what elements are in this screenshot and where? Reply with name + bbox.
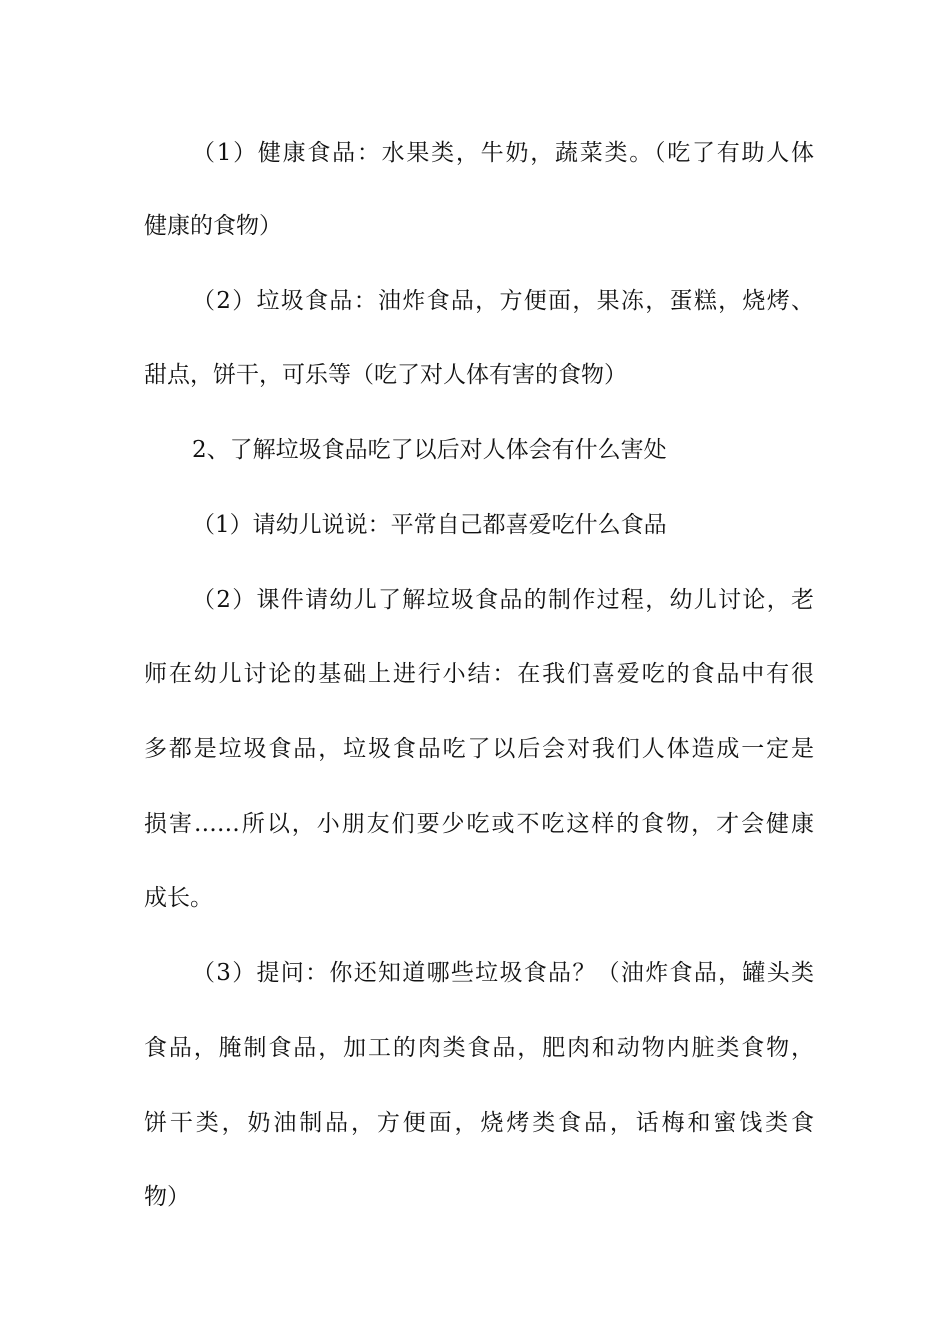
paragraph-junk-food-line-1: （2）垃圾食品：油炸食品，方便面，果冻，蛋糕，烧烤、 xyxy=(192,288,814,314)
paragraph-children-say: （1）请幼儿说说：平常自己都喜爱吃什么食品 xyxy=(192,512,667,538)
paragraph-question-line-2: 食品，腌制食品，加工的肉类食品，肥肉和动物内脏类食物， xyxy=(144,1035,814,1061)
paragraph-healthy-food-line-1: （1）健康食品：水果类，牛奶，蔬菜类。（吃了有助人体 xyxy=(192,140,814,166)
paragraph-courseware-line-1: （2）课件请幼儿了解垃圾食品的制作过程，幼儿讨论，老 xyxy=(192,587,814,613)
paragraph-question-line-1: （3）提问：你还知道哪些垃圾食品？（油炸食品，罐头类 xyxy=(192,960,814,986)
section-heading-2: 2、了解垃圾食品吃了以后对人体会有什么害处 xyxy=(192,437,667,463)
paragraph-courseware-line-5: 成长。 xyxy=(144,885,213,911)
paragraph-courseware-line-4: 损害……所以，小朋友们要少吃或不吃这样的食物，才会健康 xyxy=(144,811,814,837)
paragraph-healthy-food-line-2: 健康的食物） xyxy=(144,213,282,239)
paragraph-question-line-4: 物） xyxy=(144,1184,190,1210)
paragraph-junk-food-line-2: 甜点，饼干，可乐等（吃了对人体有害的食物） xyxy=(144,362,627,388)
paragraph-courseware-line-2: 师在幼儿讨论的基础上进行小结：在我们喜爱吃的食品中有很 xyxy=(144,661,814,687)
paragraph-question-line-3: 饼干类，奶油制品，方便面，烧烤类食品，话梅和蜜饯类食 xyxy=(144,1110,814,1136)
paragraph-courseware-line-3: 多都是垃圾食品，垃圾食品吃了以后会对我们人体造成一定是 xyxy=(144,736,814,762)
